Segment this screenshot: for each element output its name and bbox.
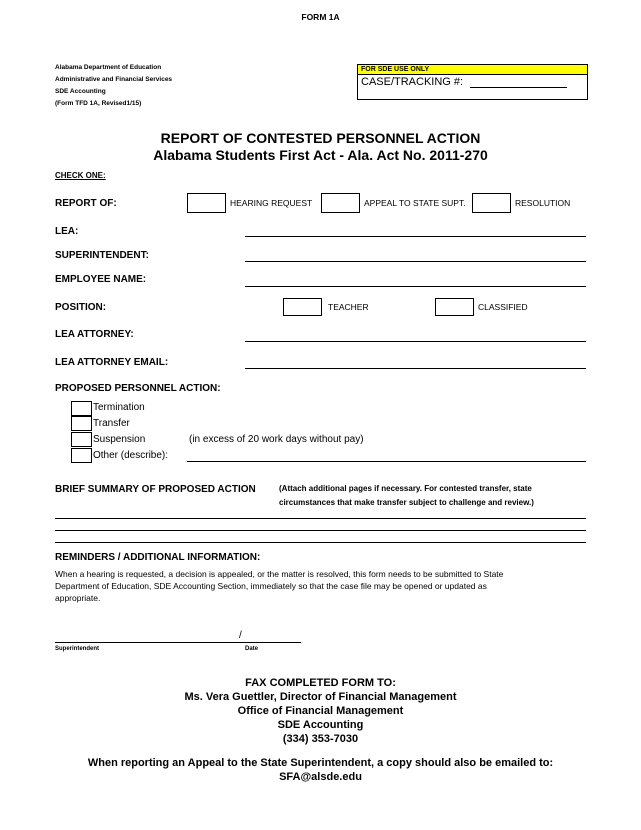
hearing-request-checkbox[interactable] — [187, 193, 226, 213]
other-describe-field[interactable] — [187, 461, 586, 462]
lea-attorney-email-field[interactable] — [245, 368, 586, 369]
brief-summary-label: BRIEF SUMMARY OF PROPOSED ACTION — [55, 484, 256, 495]
form-id: FORM 1A — [301, 12, 340, 22]
reminders-line-3: appropriate. — [55, 593, 101, 603]
resolution-checkbox[interactable] — [472, 193, 511, 213]
signature-line[interactable] — [55, 642, 301, 643]
transfer-label: Transfer — [93, 418, 130, 429]
sde-use-box — [357, 64, 588, 100]
lea-field[interactable] — [245, 236, 586, 237]
appeal-note-line-1: When reporting an Appeal to the State Superintendent, a copy should also be emailed to: — [87, 757, 554, 769]
lea-attorney-email-label: LEA ATTORNEY EMAIL: — [55, 357, 169, 368]
fax-line-3: Office of Financial Management — [237, 705, 404, 717]
superintendent-field[interactable] — [245, 261, 586, 262]
classified-label: CLASSIFIED — [478, 302, 528, 312]
superintendent-label: SUPERINTENDENT: — [55, 250, 149, 261]
agency-line-4: (Form TFD 1A, Revised1/15) — [55, 100, 142, 107]
suspension-label: Suspension — [93, 434, 146, 445]
appeal-checkbox[interactable] — [321, 193, 360, 213]
resolution-label: RESOLUTION — [515, 198, 571, 208]
suspension-note: (in excess of 20 work days without pay) — [189, 434, 364, 445]
signature-slash: / — [239, 630, 242, 641]
reminders-text — [55, 568, 503, 604]
date-label: Date — [245, 646, 259, 652]
suspension-checkbox[interactable] — [71, 432, 92, 447]
report-of-label: REPORT OF: — [55, 198, 117, 209]
agency-line-3: SDE Accounting — [55, 88, 106, 95]
summary-line-2[interactable] — [55, 530, 586, 531]
termination-checkbox[interactable] — [71, 401, 92, 416]
case-tracking-label: CASE/TRACKING #: — [361, 76, 464, 88]
summary-line-1[interactable] — [55, 518, 586, 519]
lea-attorney-field[interactable] — [245, 341, 586, 342]
teacher-label: TEACHER — [328, 302, 369, 312]
reminders-line-2: Department of Education, SDE Accounting Section, immediately so that the case file may be opened or updated as — [55, 581, 487, 591]
fax-line-1: FAX COMPLETED FORM TO: — [245, 677, 396, 689]
hearing-request-label: HEARING REQUEST — [230, 198, 313, 208]
position-label: POSITION: — [55, 302, 107, 313]
transfer-checkbox[interactable] — [71, 416, 92, 431]
other-label: Other (describe): — [93, 450, 169, 461]
fax-line-2: Ms. Vera Guettler, Director of Financial Management — [184, 691, 457, 703]
summary-line-3[interactable] — [55, 542, 586, 543]
lea-attorney-label: LEA ATTORNEY: — [55, 329, 134, 340]
form-title: REPORT OF CONTESTED PERSONNEL ACTION — [160, 130, 481, 146]
appeal-label: APPEAL TO STATE SUPT. — [364, 198, 466, 208]
classified-checkbox[interactable] — [435, 298, 474, 316]
agency-line-2: Administrative and Financial Services — [55, 76, 173, 83]
employee-name-label: EMPLOYEE NAME: — [55, 274, 147, 285]
lea-label: LEA: — [55, 226, 79, 237]
form-subtitle: Alabama Students First Act - Ala. Act No. 2011-270 — [153, 147, 488, 163]
fax-block — [0, 676, 641, 746]
case-tracking-line[interactable] — [470, 87, 567, 88]
sde-use-header: FOR SDE USE ONLY — [358, 65, 587, 75]
appeal-note — [0, 756, 641, 784]
fax-number: (334) 353-7030 — [282, 733, 359, 745]
brief-summary-note-2: circumstances that make transfer subject to challenge and review.) — [279, 498, 534, 507]
brief-summary-note-1: (Attach additional pages if necessary. For contested transfer, state — [279, 484, 532, 493]
teacher-checkbox[interactable] — [283, 298, 322, 316]
employee-name-field[interactable] — [245, 286, 586, 287]
fax-line-4: SDE Accounting — [277, 719, 364, 731]
appeal-email[interactable]: SFA@alsde.edu — [279, 771, 362, 783]
reminders-line-1: When a hearing is requested, a decision is appealed, or the matter is resolved, this form needs to be submitted to State — [55, 569, 504, 579]
superintendent-signature-label: Superintendent — [55, 646, 100, 652]
check-one-label: CHECK ONE: — [55, 171, 106, 180]
agency-line-1: Alabama Department of Education — [55, 64, 162, 71]
reminders-label: REMINDERS / ADDITIONAL INFORMATION: — [55, 552, 261, 563]
other-checkbox[interactable] — [71, 448, 92, 463]
termination-label: Termination — [93, 402, 145, 413]
agency-block — [55, 62, 172, 110]
proposed-action-label: PROPOSED PERSONNEL ACTION: — [55, 383, 221, 394]
